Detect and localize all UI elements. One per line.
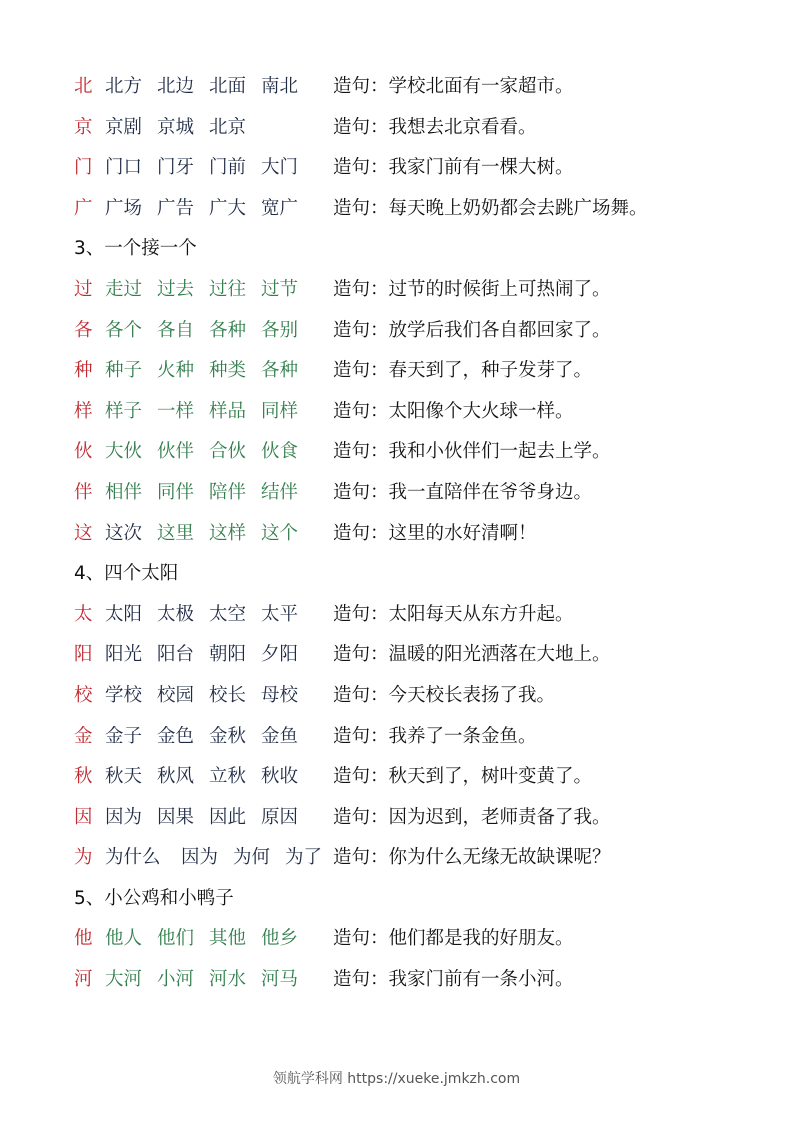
vocab-row [74, 148, 774, 189]
key-character: 各 [74, 319, 93, 341]
vocab-word: 各自 [157, 319, 195, 341]
vocab-row [74, 473, 774, 514]
vocab-word: 一样 [157, 400, 195, 422]
vocab-word: 学校 [105, 684, 143, 706]
vocab-word: 样品 [209, 400, 247, 422]
vocab-row [74, 514, 774, 555]
vocab-word: 秋收 [261, 766, 299, 788]
example-sentence: 造句：我和小伙伴们一起去上学。 [333, 441, 611, 463]
key-character: 太 [74, 603, 93, 625]
key-character: 北 [74, 76, 93, 97]
example-sentence: 造句：因为迟到，老师责备了我。 [333, 806, 611, 828]
vocab-word: 门牙 [157, 157, 195, 179]
document-body [74, 67, 774, 1001]
example-sentence: 造句：每天晚上奶奶都会去跳广场舞。 [333, 197, 648, 219]
vocab-word: 金色 [157, 725, 195, 747]
vocab-word: 各种 [261, 360, 299, 382]
vocab-word: 小河 [157, 969, 195, 991]
vocab-word: 广告 [157, 197, 195, 219]
vocab-word: 伙伴 [157, 441, 195, 463]
vocab-word: 这个 [261, 522, 299, 544]
vocab-word: 大伙 [105, 441, 143, 463]
example-sentence: 造句：我一直陪伴在爷爷身边。 [333, 481, 593, 503]
vocab-word: 秋风 [157, 766, 195, 788]
vocab-word: 火种 [157, 360, 195, 382]
vocab-word: 南北 [261, 76, 299, 97]
vocab-word: 样子 [105, 400, 143, 422]
vocab-word: 阳台 [157, 644, 195, 666]
vocab-row [74, 635, 774, 676]
example-sentence: 造句：我家门前有一条小河。 [333, 969, 574, 991]
vocab-word: 这次 [105, 522, 143, 544]
example-sentence: 造句：太阳每天从东方升起。 [333, 603, 574, 625]
example-sentence: 造句：秋天到了，树叶变黄了。 [333, 766, 593, 788]
vocab-word: 秋天 [105, 766, 143, 788]
example-sentence: 造句：我养了一条金鱼。 [333, 725, 537, 747]
vocab-word: 因为 [105, 806, 143, 828]
vocab-word: 北面 [209, 76, 247, 97]
key-character: 京 [74, 116, 93, 138]
vocab-row [74, 392, 774, 433]
vocab-row [74, 189, 774, 230]
vocab-word: 太极 [157, 603, 195, 625]
key-character: 为 [74, 847, 93, 869]
vocab-row [74, 757, 774, 798]
vocab-word: 门口 [105, 157, 143, 179]
vocab-word: 大河 [105, 969, 143, 991]
vocab-word: 种子 [105, 360, 143, 382]
key-character: 河 [74, 969, 93, 991]
example-sentence: 造句：温暖的阳光洒落在大地上。 [333, 644, 611, 666]
section-heading: 5、小公鸡和小鸭子 [74, 887, 234, 909]
key-character: 种 [74, 360, 93, 382]
vocab-word: 合伙 [209, 441, 247, 463]
vocab-word: 京城 [157, 116, 195, 138]
key-character: 广 [74, 197, 93, 219]
vocab-word: 这样 [209, 522, 247, 544]
key-character: 过 [74, 278, 93, 300]
vocab-word: 他们 [157, 928, 195, 950]
vocab-word: 阳光 [105, 644, 143, 666]
vocab-word: 夕阳 [261, 644, 299, 666]
vocab-word: 太空 [209, 603, 247, 625]
vocab-word: 为何 [233, 847, 271, 869]
vocab-word: 相伴 [105, 481, 143, 503]
key-character: 秋 [74, 766, 93, 788]
key-character: 金 [74, 725, 93, 747]
example-sentence: 造句：我家门前有一棵大树。 [333, 157, 574, 179]
key-character: 校 [74, 684, 93, 706]
vocab-word: 种类 [209, 360, 247, 382]
example-sentence: 造句：学校北面有一家超市。 [333, 76, 574, 97]
vocab-word: 结伴 [261, 481, 299, 503]
vocab-row [74, 108, 774, 149]
vocab-word: 校园 [157, 684, 195, 706]
vocab-word: 北京 [209, 116, 247, 138]
vocab-word: 各种 [209, 319, 247, 341]
vocab-word: 这里 [157, 522, 195, 544]
vocab-word: 京剧 [105, 116, 143, 138]
vocab-row [74, 919, 774, 960]
vocab-word: 母校 [261, 684, 299, 706]
vocab-word: 北边 [157, 76, 195, 97]
vocab-word: 伙食 [261, 441, 299, 463]
key-character: 他 [74, 928, 93, 950]
vocab-row [74, 270, 774, 311]
vocab-word: 为了 [285, 847, 323, 869]
example-sentence: 造句：过节的时候街上可热闹了。 [333, 278, 611, 300]
vocab-row [74, 798, 774, 839]
vocab-word: 广场 [105, 197, 143, 219]
vocab-word: 原因 [261, 806, 299, 828]
vocab-row [74, 311, 774, 352]
vocab-word: 陪伴 [209, 481, 247, 503]
key-character: 因 [74, 806, 93, 828]
vocab-word: 他人 [105, 928, 143, 950]
vocab-word: 金秋 [209, 725, 247, 747]
vocab-word: 同伴 [157, 481, 195, 503]
footer-watermark: 领航学科网 https://xueke.jmkzh.com [272, 1071, 521, 1087]
key-character: 阳 [74, 644, 93, 666]
vocab-word: 广大 [209, 197, 247, 219]
vocab-word: 金鱼 [261, 725, 299, 747]
example-sentence: 造句：这里的水好清啊！ [333, 522, 537, 544]
vocab-word: 太平 [261, 603, 299, 625]
vocab-word: 他乡 [261, 928, 299, 950]
vocab-row [74, 676, 774, 717]
key-character: 样 [74, 400, 93, 422]
vocab-row [74, 717, 774, 758]
vocab-row [74, 960, 774, 1001]
vocab-word: 校长 [209, 684, 247, 706]
section-heading: 4、四个太阳 [74, 563, 179, 585]
vocab-word: 北方 [105, 76, 143, 97]
vocab-word: 走过 [105, 278, 143, 300]
example-sentence: 造句：你为什么无缘无故缺课呢？ [333, 847, 611, 869]
vocab-word: 河马 [261, 969, 299, 991]
vocab-word: 为什么 [105, 847, 161, 869]
vocab-word: 过去 [157, 278, 195, 300]
vocab-row [74, 432, 774, 473]
example-sentence: 造句：他们都是我的好朋友。 [333, 928, 574, 950]
vocab-row [74, 351, 774, 392]
vocab-word: 宽广 [261, 197, 299, 219]
vocab-word: 过往 [209, 278, 247, 300]
example-sentence: 造句：今天校长表扬了我。 [333, 684, 556, 706]
key-character: 伙 [74, 441, 93, 463]
vocab-row [74, 67, 774, 108]
vocab-word: 同样 [261, 400, 299, 422]
example-sentence: 造句：春天到了，种子发芽了。 [333, 360, 593, 382]
vocab-word: 河水 [209, 969, 247, 991]
vocab-word: 因果 [157, 806, 195, 828]
key-character: 这 [74, 522, 93, 544]
vocab-row [74, 838, 774, 879]
section-heading: 3、一个接一个 [74, 238, 197, 260]
vocab-word: 各别 [261, 319, 299, 341]
example-sentence: 造句：我想去北京看看。 [333, 116, 537, 138]
example-sentence: 造句：放学后我们各自都回家了。 [333, 319, 611, 341]
vocab-word: 各个 [105, 319, 143, 341]
vocab-word: 因为 [181, 847, 219, 869]
vocab-row [74, 595, 774, 636]
vocab-word: 朝阳 [209, 644, 247, 666]
vocab-word: 门前 [209, 157, 247, 179]
vocab-word: 过节 [261, 278, 299, 300]
vocab-word: 大门 [261, 157, 299, 179]
vocab-word: 立秋 [209, 766, 247, 788]
vocab-word: 太阳 [105, 603, 143, 625]
vocab-word: 其他 [209, 928, 247, 950]
example-sentence: 造句：太阳像个大火球一样。 [333, 400, 574, 422]
key-character: 伴 [74, 481, 93, 503]
key-character: 门 [74, 157, 93, 179]
vocab-word: 金子 [105, 725, 143, 747]
vocab-word: 因此 [209, 806, 247, 828]
